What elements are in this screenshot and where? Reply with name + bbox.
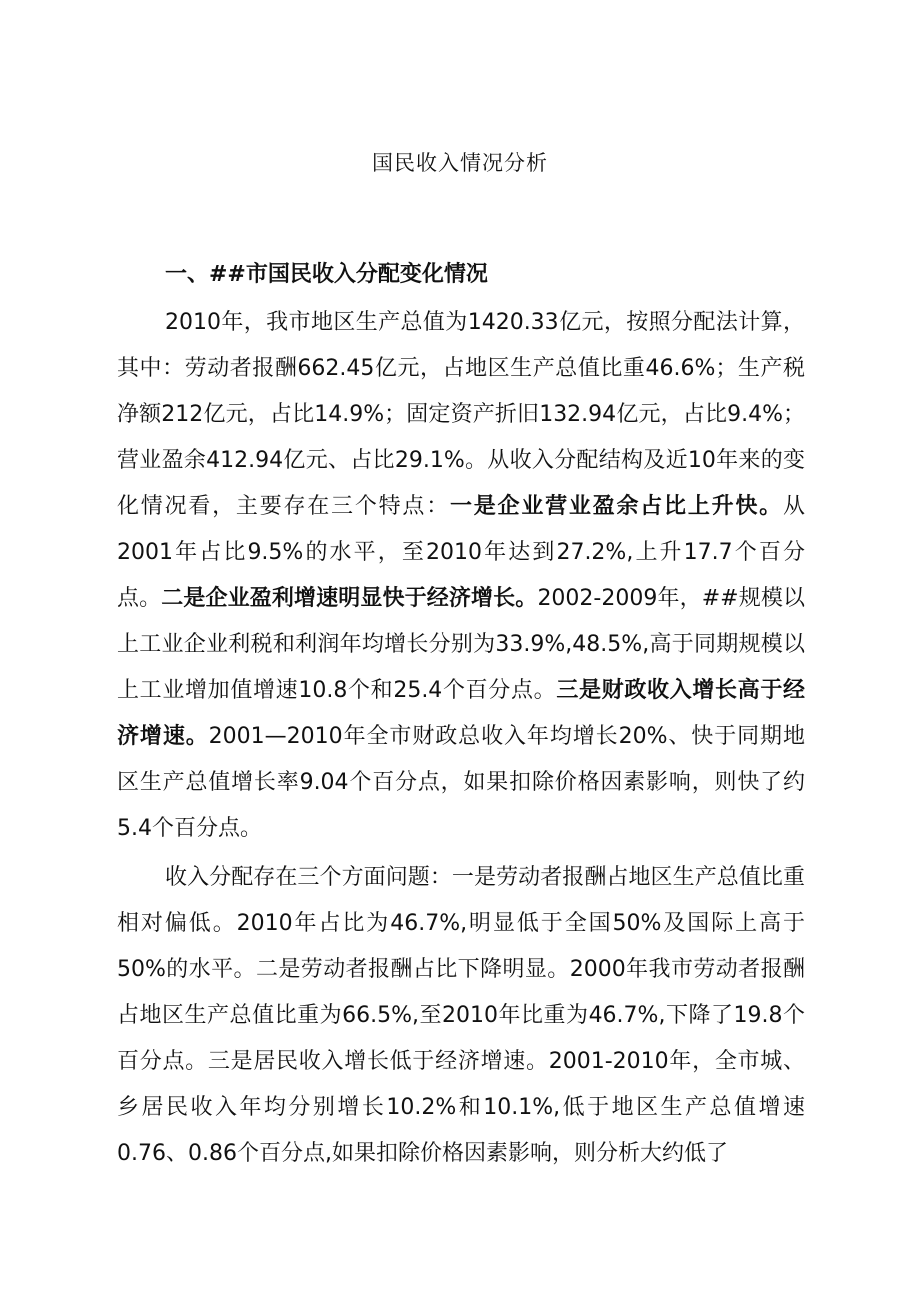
highlight-point-three: 三是财政收入增长高于经济增速。	[117, 678, 805, 749]
section-heading: 一、##市国民收入分配变化情况	[165, 262, 488, 287]
paragraph-text: 2002-2009年，##规模以上工业企业利税和利润年均增长分别为33.9%,48.5%,高于同期规模以上工业增加值增速10.8个和25.4个百分点。	[117, 586, 805, 703]
paragraph-income-structure	[117, 300, 805, 852]
highlight-point-one: 一是企业营业盈余占比上升快。	[449, 494, 783, 519]
paragraph-text: 从2001年占比9.5%的水平，至2010年达到27.2%,上升17.7个百分点。	[117, 494, 805, 611]
paragraph-text: 2010年，我市地区生产总值为1420.33亿元，按照分配法计算，其中：劳动者报酬662.45亿元，占地区生产总值比重46.6%；生产税净额212亿元，占比14.9%；固定资产折旧132.94亿元，占比9.4%；营业盈余412.94亿元、占比29.1%。从收入分配结构及近10年来的变化情况看，主要存在三个特点：	[117, 310, 805, 519]
highlight-point-two: 二是企业盈利增速明显快于经济增长。	[161, 586, 538, 611]
document-title: 国民收入情况分析	[372, 151, 548, 175]
paragraph-text: 2001—2010年全市财政总收入年均增长20%、快于同期地区生产总值增长率9.04个百分点，如果扣除价格因素影响，则快了约5.4个百分点。	[117, 724, 805, 841]
paragraph-distribution-problems: 收入分配存在三个方面问题：一是劳动者报酬占地区生产总值比重相对偏低。2010年占比为46.7%,明显低于全国50%及国际上高于50%的水平。二是劳动者报酬占比下降明显。2000年我市劳动者报酬占地区生产总值比重为66.5%,至2010年比重为46.7%,下降了19.8个百分点。三是居民收入增长低于经济增速。2001-2010年，全市城、乡居民收入年均分别增长10.2%和10.1%,低于地区生产总值增速0.76、0.86个百分点,如果扣除价格因素影响，则分析大约低了	[117, 865, 805, 1166]
